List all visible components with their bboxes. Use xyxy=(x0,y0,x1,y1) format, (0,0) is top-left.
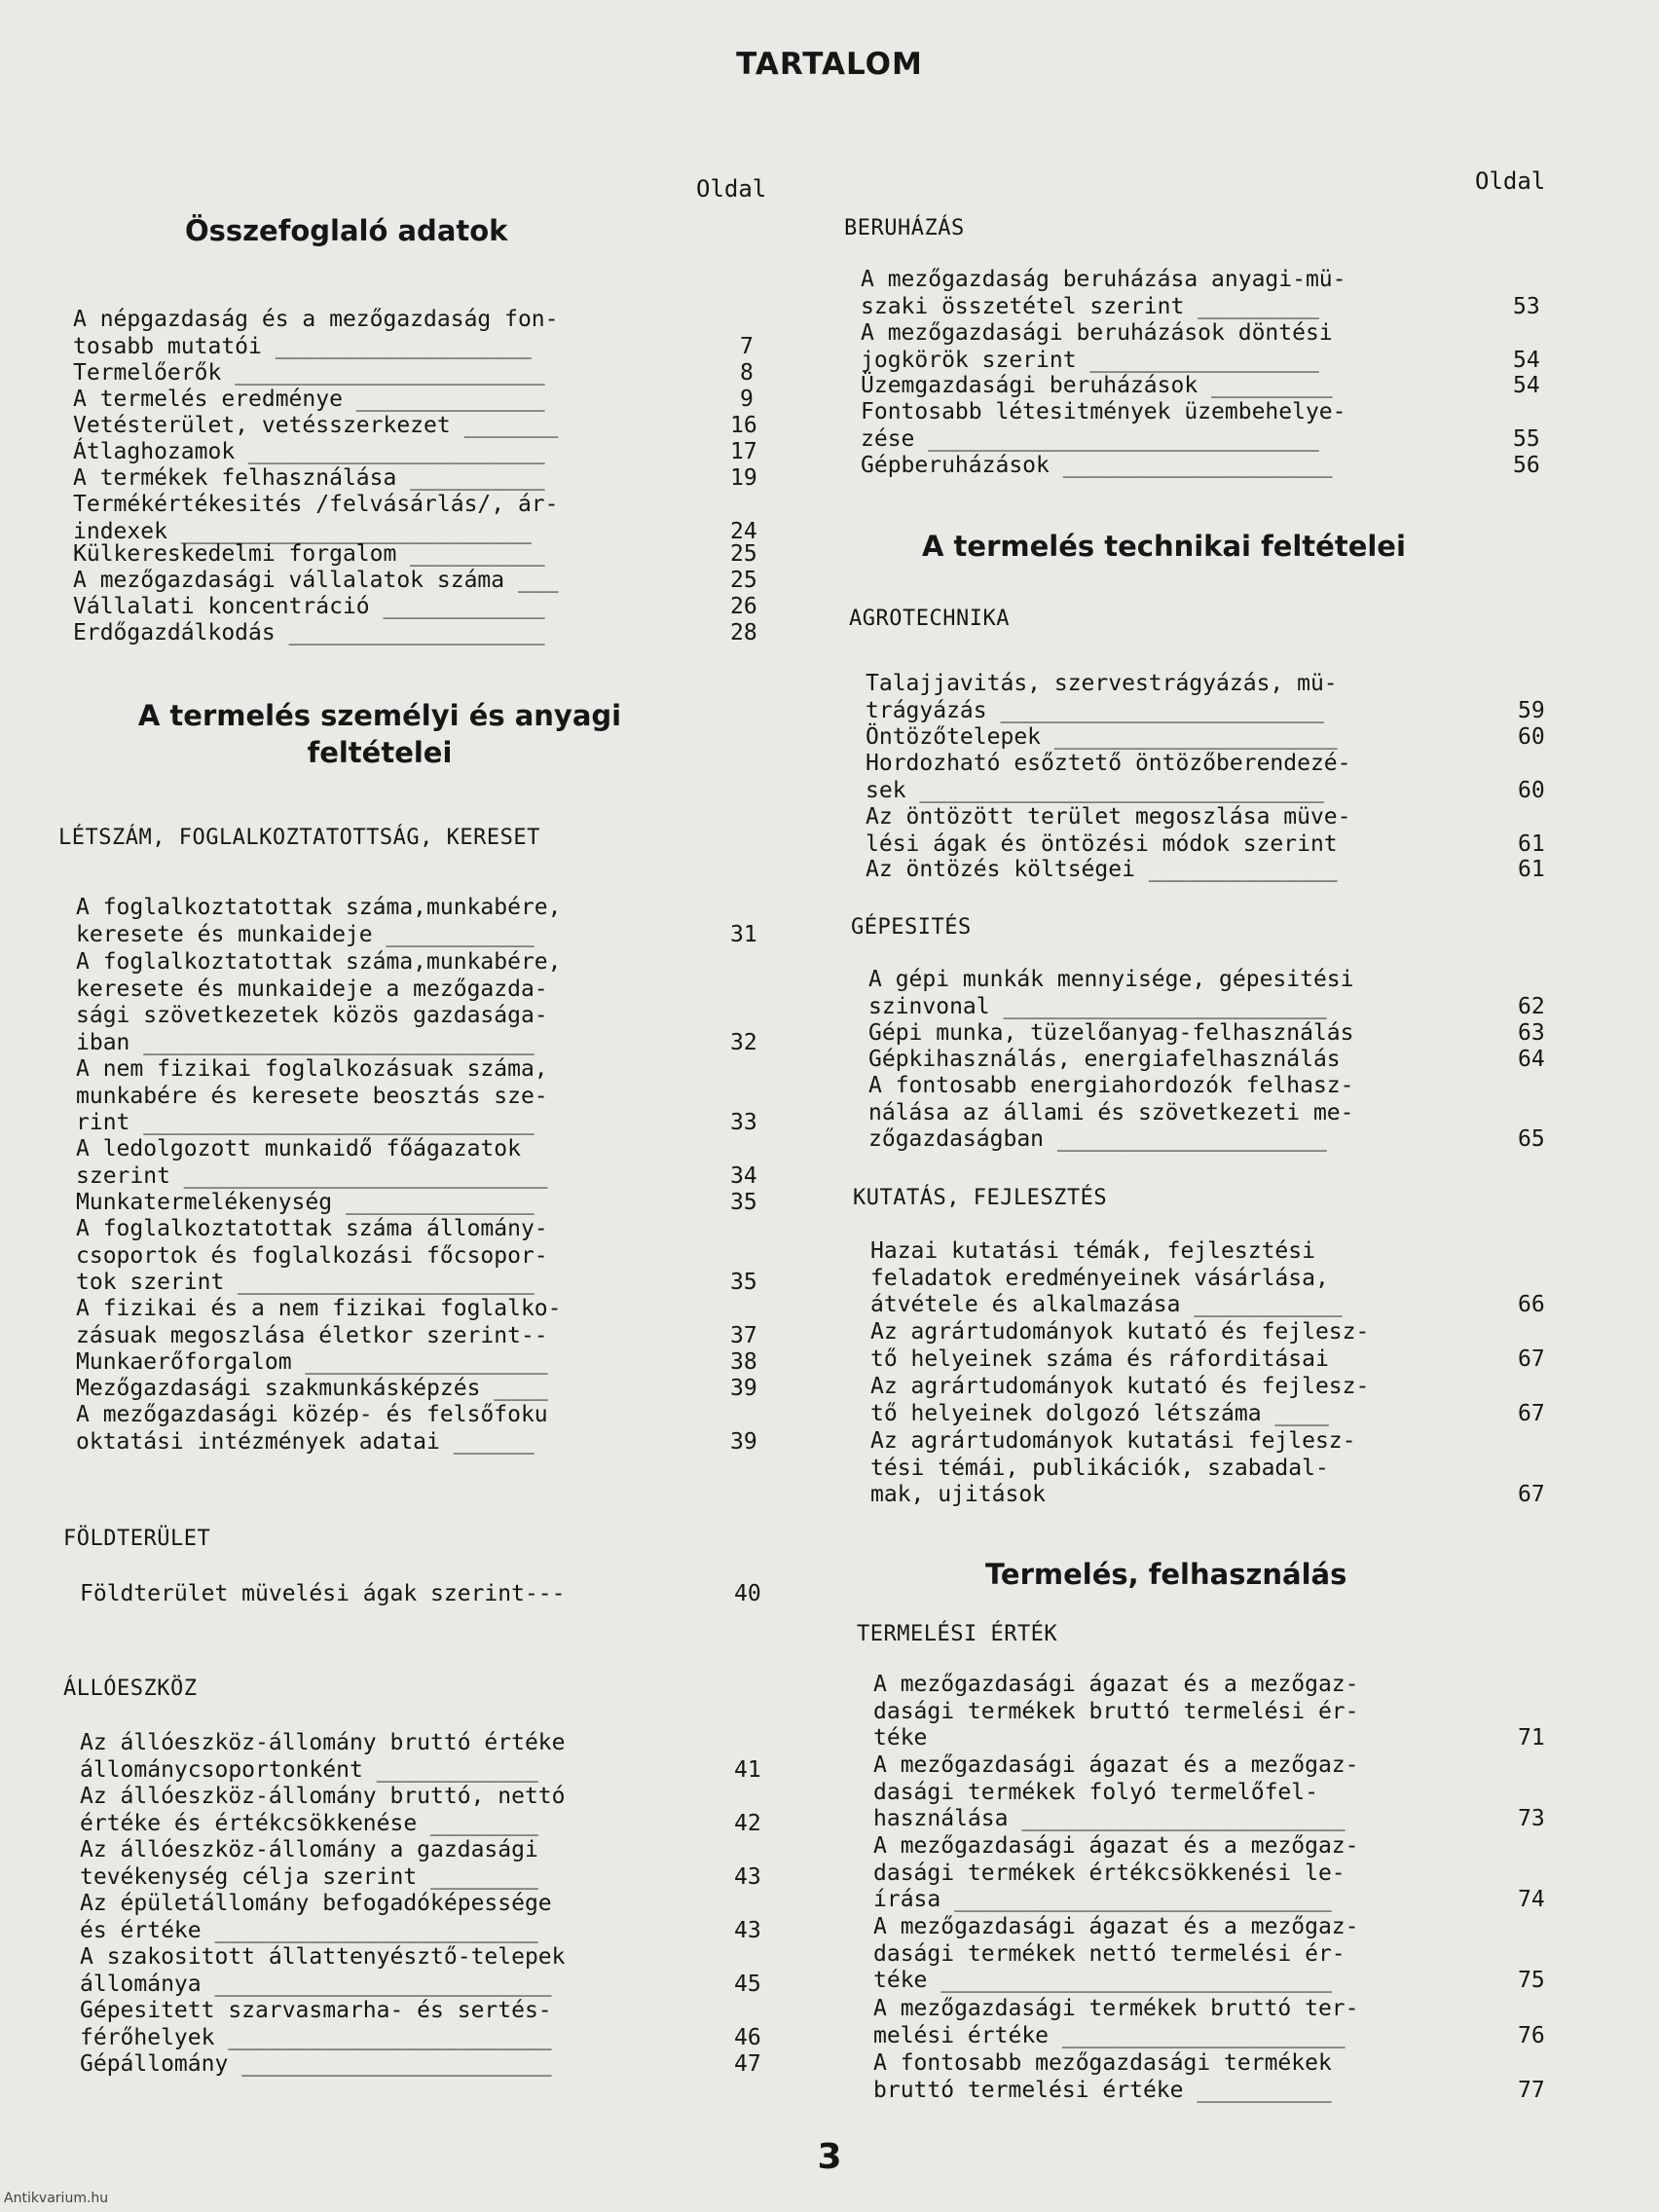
toc-entry-text: Gépállomány _______________________ xyxy=(80,2051,552,2077)
toc-entry[interactable] xyxy=(873,1752,1545,1833)
toc-entry-text: Üzemgazdasági beruházások _________ xyxy=(861,373,1333,398)
toc-entry[interactable] xyxy=(76,1376,757,1403)
toc-entry[interactable] xyxy=(73,594,757,621)
toc-entry[interactable] xyxy=(80,2051,761,2079)
toc-entry[interactable] xyxy=(80,1998,761,2051)
toc-entry-text: Talajjavitás, szervestrágyázás, mü- trágyázás ________________________ xyxy=(866,671,1338,723)
toc-entry-text: Gépberuházások ____________________ xyxy=(861,453,1333,478)
toc-entry-page: 28 xyxy=(730,620,757,645)
toc-entry-text: A mezőgazdasági ágazat és a mezőgaz- dasági termékek bruttó termelési ér- téke xyxy=(873,1672,1359,1751)
toc-entry-text: A foglalkoztatottak száma állomány- csoportok és foglalkozási főcsopor- tok szerint ______________________ xyxy=(76,1216,548,1295)
toc-entry-page: 25 xyxy=(730,568,757,593)
toc-entry-page: 65 xyxy=(1518,1126,1545,1152)
toc-entry[interactable] xyxy=(73,439,757,466)
toc-entry-text: A mezőgazdasági ágazat és a mezőgaz- dasági termékek értékcsökkenési le- írása ____________________________ xyxy=(873,1833,1359,1912)
toc-entry-page: 45 xyxy=(734,1971,761,1997)
category-beruhazas: BERUHÁZÁS xyxy=(844,216,965,240)
toc-entry-text: Termelőerők _______________________ xyxy=(73,360,545,386)
toc-entry-page: 74 xyxy=(1518,1887,1545,1912)
toc-entry-page: 54 xyxy=(1513,347,1540,373)
toc-entry-text: Az agrártudományok kutatási fejlesz- tési témái, publikációk, szabadal- mak, ujitások xyxy=(870,1428,1356,1507)
toc-entry[interactable] xyxy=(73,360,754,387)
toc-entry-text: Az állóeszköz-állomány bruttó, nettó értéke és értékcsökkenése ________ xyxy=(80,1784,566,1836)
toc-entry-text: Vetésterület, vetésszerkezet _______ xyxy=(73,413,559,438)
toc-entry[interactable] xyxy=(76,1216,757,1297)
toc-entry[interactable] xyxy=(873,2050,1545,2104)
toc-entry[interactable] xyxy=(80,1944,761,1998)
toc-entry-page: 43 xyxy=(734,1917,761,1943)
toc-entry-page: 63 xyxy=(1518,1020,1545,1046)
toc-entry[interactable] xyxy=(76,1402,757,1456)
toc-entry[interactable] xyxy=(861,399,1540,453)
toc-entry-page: 8 xyxy=(740,360,754,386)
toc-entry-text: Termékértékesités /felvásárlás/, ár- indexek __________________________ xyxy=(73,492,559,544)
page-number: 3 xyxy=(817,2137,842,2177)
toc-entry-text: Az agrártudományok kutató és fejlesz- tő helyeinek száma és ráforditásai xyxy=(870,1319,1370,1372)
toc-entry-text: Vállalati koncentráció ____________ xyxy=(73,594,545,619)
toc-entry-text: A termékek felhasználása __________ xyxy=(73,465,545,491)
section-title-szemelyi-anyagi xyxy=(97,697,662,771)
toc-entry[interactable] xyxy=(870,1374,1545,1427)
toc-entry-page: 60 xyxy=(1518,724,1545,750)
toc-entry-page: 25 xyxy=(730,541,757,567)
toc-entry-text: Munkaerőforgalom __________________ xyxy=(76,1349,548,1375)
toc-entry-text: A szakositott állattenyésztő-telepek állománya _________________________ xyxy=(80,1944,566,1997)
toc-entry-page: 61 xyxy=(1518,857,1545,882)
toc-entry-text: A mezőgazdasági beruházások döntési jogkörök szerint _________________ xyxy=(861,320,1333,373)
toc-entry-text: Az állóeszköz-állomány a gazdasági tevékenység célja szerint ________ xyxy=(80,1837,538,1890)
toc-entry[interactable] xyxy=(870,1319,1545,1373)
toc-entry-text: Földterület müvelési ágak szerint--- xyxy=(80,1581,566,1606)
toc-entry-text: Hordozható esőztető öntözőberendezé- sek ______________________________ xyxy=(866,751,1351,803)
toc-entry-page: 9 xyxy=(740,387,754,412)
toc-entry-page: 55 xyxy=(1513,425,1540,452)
toc-entry-text: A termelés eredménye ______________ xyxy=(73,387,545,412)
section-title-text: A termelés személyi és anyagi feltételei xyxy=(137,699,622,769)
toc-entry-page: 26 xyxy=(730,594,757,619)
toc-entry-page: 40 xyxy=(734,1581,761,1606)
toc-entry-page: 39 xyxy=(730,1428,757,1455)
toc-entry-page: 62 xyxy=(1518,993,1545,1019)
toc-entry[interactable] xyxy=(868,1073,1545,1154)
category-agrotechnika: AGROTECHNIKA xyxy=(849,607,1010,631)
toc-entry[interactable] xyxy=(866,804,1545,858)
oldal-header-left: Oldal xyxy=(696,175,767,203)
toc-entry[interactable] xyxy=(861,373,1540,400)
toc-entry-text: Az öntözés költségei ______________ xyxy=(866,857,1338,882)
toc-entry-text: Gépi munka, tüzelőanyag-felhasználás xyxy=(868,1020,1354,1046)
toc-entry-text: A foglalkoztatottak száma,munkabére, keresete és munkaideje ___________ xyxy=(76,895,562,947)
toc-entry-page: 39 xyxy=(730,1376,757,1401)
toc-entry-text: A mezőgazdasági közép- és felsőfoku oktatási intézmények adatai ______ xyxy=(76,1402,548,1455)
category-letszam: LÉTSZÁM, FOGLALKOZTATOTTSÁG, KERESET xyxy=(58,826,540,850)
toc-entry[interactable] xyxy=(76,895,757,948)
toc-entry-page: 77 xyxy=(1518,2077,1545,2103)
toc-entry[interactable] xyxy=(861,453,1540,480)
toc-entry-text: Munkatermelékenység ______________ xyxy=(76,1190,535,1215)
toc-entry-page: 7 xyxy=(740,333,754,359)
toc-entry-text: Mezőgazdasági szakmunkásképzés ____ xyxy=(76,1376,548,1401)
toc-entry-page: 37 xyxy=(730,1322,757,1348)
toc-entry[interactable] xyxy=(873,1996,1545,2049)
toc-entry[interactable] xyxy=(873,1672,1545,1752)
toc-entry-page: 71 xyxy=(1518,1725,1545,1751)
toc-entry[interactable] xyxy=(868,1047,1545,1074)
toc-entry[interactable] xyxy=(73,620,757,647)
toc-entry-page: 34 xyxy=(730,1162,757,1189)
toc-entry-page: 76 xyxy=(1518,2022,1545,2048)
toc-entry-page: 38 xyxy=(730,1349,757,1375)
toc-entry-text: Erdőgazdálkodás ___________________ xyxy=(73,620,545,645)
toc-entry-page: 47 xyxy=(734,2051,761,2077)
toc-entry[interactable] xyxy=(73,387,754,414)
toc-entry-text: Gépkihasználás, energiafelhasználás xyxy=(868,1047,1341,1072)
toc-entry-page: 19 xyxy=(730,465,757,491)
category-kutatas: KUTATÁS, FEJLESZTÉS xyxy=(853,1186,1108,1210)
category-gepesites: GÉPESITÉS xyxy=(851,915,972,940)
toc-entry-text: A mezőgazdasági vállalatok száma ___ xyxy=(73,568,559,593)
toc-entry-text: Az agrártudományok kutató és fejlesz- tő helyeinek dolgozó létszáma ____ xyxy=(870,1374,1370,1426)
toc-entry[interactable] xyxy=(868,1020,1545,1048)
toc-entry-text: Átlaghozamok ______________________ xyxy=(73,439,545,464)
toc-entry[interactable] xyxy=(873,1833,1545,1914)
toc-entry[interactable] xyxy=(866,857,1545,884)
toc-entry[interactable] xyxy=(76,1349,757,1377)
toc-entry-text: A fontosabb mezőgazdasági termékek bruttó termelési értéke __________ xyxy=(873,2050,1332,2103)
toc-entry[interactable] xyxy=(870,1428,1545,1509)
toc-entry-text: Fontosabb létesitmények üzembehelye- zése _____________________________ xyxy=(861,399,1346,452)
toc-entry-page: 56 xyxy=(1513,453,1540,478)
toc-entry[interactable] xyxy=(861,320,1540,374)
category-foldterulet: FÖLDTERÜLET xyxy=(63,1527,211,1551)
toc-entry-page: 46 xyxy=(734,2024,761,2050)
toc-entry[interactable] xyxy=(73,568,757,595)
toc-entry-page: 60 xyxy=(1518,777,1545,803)
toc-entry[interactable] xyxy=(73,307,754,360)
toc-entry-page: 43 xyxy=(734,1863,761,1890)
toc-entry[interactable] xyxy=(73,492,757,545)
toc-entry-text: A foglalkoztatottak száma,munkabére, keresete és munkaideje a mezőgazda- sági szövetkezetek közös gazdasága- iban _____________________________ xyxy=(76,949,562,1055)
section-title-termeles: Termelés, felhasználás xyxy=(985,1558,1347,1591)
toc-entry[interactable] xyxy=(866,671,1545,724)
toc-entry[interactable] xyxy=(80,1730,761,1784)
oldal-header-right: Oldal xyxy=(1475,167,1546,195)
toc-entry-text: Az épületállomány befogadóképessége és értéke ________________________ xyxy=(80,1891,552,1943)
toc-entry-text: A fontosabb energiahordozók felhasz- nálása az állami és szövetkezeti me- zőgazdaságban ____________________ xyxy=(868,1073,1354,1152)
toc-entry-page: 24 xyxy=(730,518,757,544)
toc-entry[interactable] xyxy=(80,1837,761,1891)
toc-entry-page: 66 xyxy=(1518,1292,1545,1317)
toc-entry[interactable] xyxy=(870,1238,1545,1319)
toc-entry[interactable] xyxy=(80,1891,761,1944)
category-termelesi-ertek: TERMELÉSI ÉRTÉK xyxy=(857,1622,1058,1646)
toc-entry-text: A mezőgazdaság beruházása anyagi-mü- szaki összetétel szerint _________ xyxy=(861,267,1346,319)
toc-entry-text: A mezőgazdasági ágazat és a mezőgaz- dasági termékek folyó termelőfel- használása ________________________ xyxy=(873,1752,1359,1831)
page-title: TARTALOM xyxy=(736,47,923,82)
toc-entry-page: 73 xyxy=(1518,1806,1545,1831)
toc-entry-page: 17 xyxy=(730,439,757,464)
toc-entry-text: Az öntözött terület megoszlása müve- lési ágak és öntözési módok szerint xyxy=(866,804,1351,857)
toc-entry-page: 35 xyxy=(730,1190,757,1215)
toc-entry-text: Hazai kutatási témák, fejlesztési feladatok eredményeinek vásárlása, átvétele és alkalmazása ___________ xyxy=(870,1238,1343,1317)
toc-entry-page: 53 xyxy=(1513,293,1540,319)
toc-entry[interactable] xyxy=(76,1190,757,1217)
toc-entry-page: 42 xyxy=(734,1810,761,1836)
toc-entry-page: 67 xyxy=(1518,1482,1545,1507)
toc-entry-text: A népgazdaság és a mezőgazdaság fon- tosabb mutatói ___________________ xyxy=(73,307,559,359)
toc-entry[interactable] xyxy=(80,1784,761,1837)
toc-entry-page: 61 xyxy=(1518,830,1545,857)
toc-entry-text: A mezőgazdasági ágazat és a mezőgaz- dasági termékek nettó termelési ér- téke _____________________________ xyxy=(873,1914,1359,1993)
toc-entry[interactable] xyxy=(76,949,757,1056)
toc-entry-text: Gépesitett szarvasmarha- és sertés- férőhelyek ________________________ xyxy=(80,1998,552,2050)
toc-entry[interactable] xyxy=(76,1056,757,1137)
toc-entry-page: 75 xyxy=(1518,1968,1545,1993)
toc-entry[interactable] xyxy=(868,967,1545,1020)
toc-entry-page: 67 xyxy=(1518,1400,1545,1426)
toc-entry-page: 64 xyxy=(1518,1047,1545,1072)
toc-entry-text: A ledolgozott munkaidő főágazatok szerint ___________________________ xyxy=(76,1136,548,1189)
toc-entry[interactable] xyxy=(73,465,757,493)
toc-entry-page: 31 xyxy=(730,921,757,947)
toc-entry[interactable] xyxy=(76,1136,757,1190)
toc-entry-text: A mezőgazdasági termékek bruttó ter- melési értéke _____________________ xyxy=(873,1996,1359,2048)
toc-entry-text: A fizikai és a nem fizikai foglalko- zásuak megoszlása életkor szerint-- xyxy=(76,1296,562,1348)
toc-entry-text: A nem fizikai foglalkozásuak száma, munkabére és keresete beosztás sze- rint _____________________________ xyxy=(76,1056,548,1135)
watermark: Antikvarium.hu xyxy=(4,2191,109,2206)
section-title-osszefoglalo: Összefoglaló adatok xyxy=(185,214,508,247)
toc-entry[interactable] xyxy=(873,1914,1545,1995)
toc-entry-text: Az állóeszköz-állomány bruttó értéke állománycsoportonként ____________ xyxy=(80,1730,566,1783)
toc-entry-page: 32 xyxy=(730,1029,757,1055)
toc-entry-page: 54 xyxy=(1513,373,1540,398)
toc-entry[interactable] xyxy=(866,724,1545,752)
toc-entry-page: 33 xyxy=(730,1110,757,1135)
toc-entry-page: 67 xyxy=(1518,1346,1545,1372)
toc-entry-text: A gépi munkák mennyisége, gépesitési szinvonal ________________________ xyxy=(868,967,1354,1019)
toc-entry-text: Öntözőtelepek _____________________ xyxy=(866,724,1338,750)
toc-entry-text: Külkereskedelmi forgalom __________ xyxy=(73,541,545,567)
category-alloeszkoz: ÁLLÓESZKÖZ xyxy=(63,1677,198,1701)
toc-entry[interactable] xyxy=(861,267,1540,320)
toc-entry-page: 16 xyxy=(730,413,757,438)
toc-entry-page: 41 xyxy=(734,1756,761,1783)
toc-entry[interactable] xyxy=(80,1581,761,1608)
toc-entry[interactable] xyxy=(73,413,757,440)
toc-entry[interactable] xyxy=(73,541,757,569)
section-title-technikai: A termelés technikai feltételei xyxy=(922,530,1406,563)
toc-entry-page: 59 xyxy=(1518,697,1545,723)
toc-entry[interactable] xyxy=(76,1296,757,1349)
toc-entry[interactable] xyxy=(866,751,1545,804)
toc-entry-page: 35 xyxy=(730,1270,757,1295)
